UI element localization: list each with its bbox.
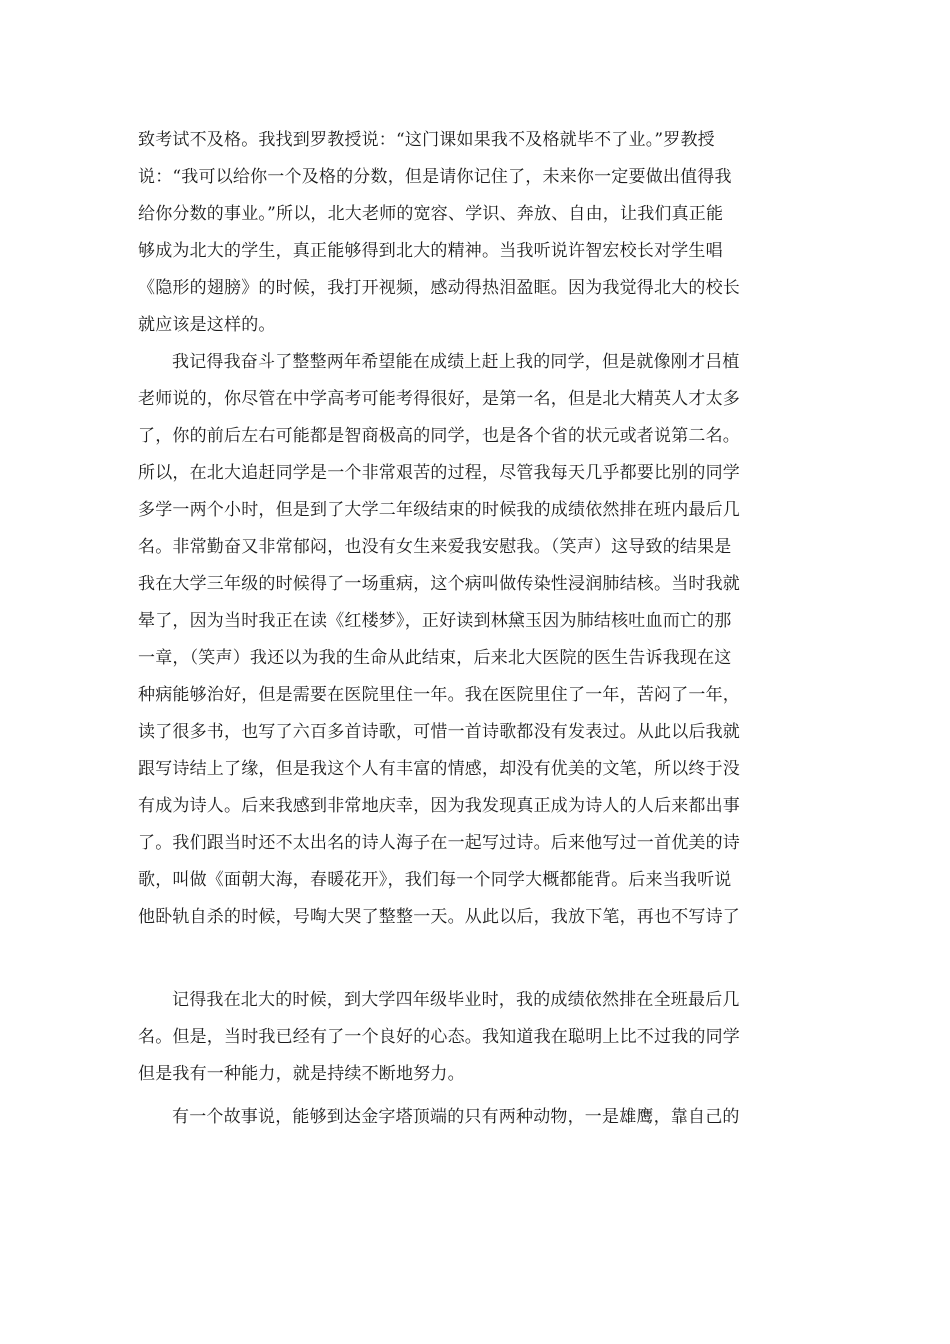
text-line: 有成为诗人。后来我感到非常地庆幸，因为我发现真正成为诗人的人后来都出事 — [138, 796, 740, 816]
text-line: 给你分数的事业。”所以，北大老师的宽容、学识、奔放、自由，让我们真正能 — [138, 204, 724, 224]
paragraph-first-line: 我记得我奋斗了整整两年希望能在成绩上赶上我的同学，但是就像刚才吕植 — [172, 352, 740, 372]
text-line: 致考试不及格。我找到罗教授说：“这门课如果我不及格就毕不了业。”罗教授 — [138, 130, 715, 150]
text-line: 多学一两个小时，但是到了大学二年级结束的时候我的成绩依然排在班内最后几 — [138, 500, 740, 520]
text-line: 我在大学三年级的时候得了一场重病，这个病叫做传染性浸润肺结核。当时我就 — [138, 574, 740, 594]
text-line: 所以，在北大追赶同学是一个非常艰苦的过程，尽管我每天几乎都要比别的同学 — [138, 463, 740, 483]
text-line: 读了很多书，也写了六百多首诗歌，可惜一首诗歌都没有发表过。从此以后我就 — [138, 722, 740, 742]
text-line: 就应该是这样的。 — [138, 315, 276, 335]
paragraph-first-line: 记得我在北大的时候，到大学四年级毕业时，我的成绩依然排在全班最后几 — [172, 990, 740, 1010]
paragraph-first-line: 有一个故事说，能够到达金字塔顶端的只有两种动物，一是雄鹰，靠自己的 — [172, 1107, 740, 1127]
text-line: 老师说的，你尽管在中学高考可能考得很好，是第一名，但是北大精英人才太多 — [138, 389, 740, 409]
text-line: 他卧轨自杀的时候，号啕大哭了整整一天。从此以后，我放下笔，再也不写诗了 — [138, 907, 740, 927]
text-line: 跟写诗结上了缘，但是我这个人有丰富的情感，却没有优美的文笔，所以终于没 — [138, 759, 740, 779]
text-line: 晕了，因为当时我正在读《红楼梦》，正好读到林黛玉因为肺结核吐血而亡的那 — [138, 611, 732, 631]
text-line: 种病能够治好，但是需要在医院里住一年。我在医院里住了一年，苦闷了一年， — [138, 685, 740, 705]
text-line: 名。但是，当时我已经有了一个良好的心态。我知道我在聪明上比不过我的同学 — [138, 1027, 740, 1047]
text-line: 一章，（笑声）我还以为我的生命从此结束，后来北大医院的医生告诉我现在这 — [138, 648, 732, 668]
text-line: 够成为北大的学生，真正能够得到北大的精神。当我听说许智宏校长对学生唱 — [138, 241, 723, 261]
text-line: 《隐形的翅膀》的时候，我打开视频，感动得热泪盈眶。因为我觉得北大的校长 — [138, 278, 740, 298]
text-line: 但是我有一种能力，就是持续不断地努力。 — [138, 1064, 465, 1084]
text-line: 说：“我可以给你一个及格的分数，但是请你记住了，未来你一定要做出值得我 — [138, 167, 732, 187]
text-line: 歌，叫做《面朝大海，春暖花开》，我们每一个同学大概都能背。后来当我听说 — [138, 870, 732, 890]
text-line: 了，你的前后左右可能都是智商极高的同学，也是各个省的状元或者说第二名。 — [138, 426, 740, 446]
text-line: 名。非常勤奋又非常郁闷，也没有女生来爱我安慰我。（笑声）这导致的结果是 — [138, 537, 732, 557]
text-line: 了。我们跟当时还不太出名的诗人海子在一起写过诗。后来他写过一首优美的诗 — [138, 833, 740, 853]
